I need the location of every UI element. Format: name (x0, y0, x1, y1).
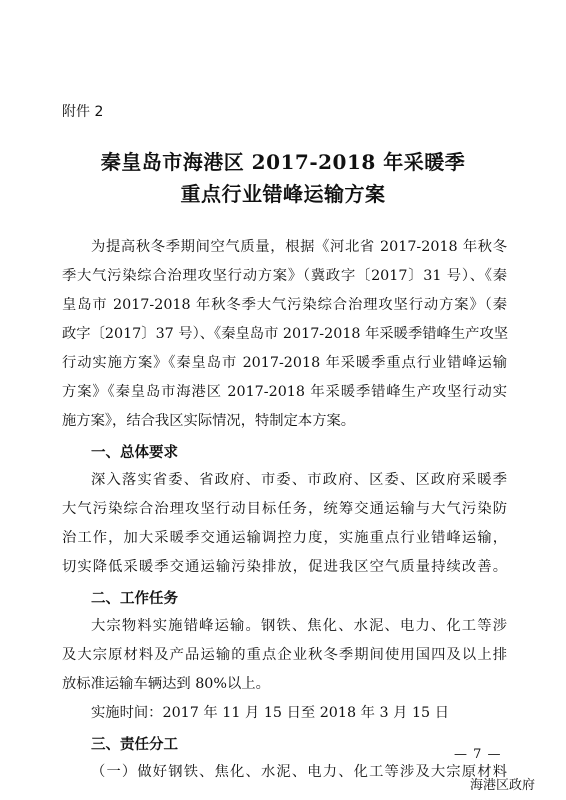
section-heading-general-requirements: 一、总体要求 (91, 445, 178, 461)
section1-line: 切实降低采暖季交通运输污染排放，促进我区空气质量持续改善。 (62, 559, 507, 575)
intro-line: 皇岛市 2017-2018 年秋冬季大气污染综合治理攻坚行动方案》（秦 (62, 297, 507, 313)
section2-line: 大宗物料实施错峰运输。钢铁、焦化、水泥、电力、化工等涉 (91, 618, 507, 634)
intro-line: 方案》《秦皇岛市海港区 2017-2018 年采暖季错峰生产攻坚行动实 (62, 384, 507, 400)
section1-line: 大气污染综合治理攻坚行动目标任务，统筹交通运输与大气污染防 (62, 501, 507, 517)
intro-line: 季大气污染综合治理攻坚行动方案》（冀政字〔2017〕31 号）、《秦 (62, 268, 507, 284)
document-title-line-1: 秦皇岛市海港区 2017-2018 年采暖季 (100, 150, 466, 174)
implementation-time: 实施时间：2017 年 11 月 15 日至 2018 年 3 月 15 日 (91, 705, 449, 721)
section1-line: 治工作，加大采暖季交通运输调控力度，实施重点行业错峰运输， (62, 530, 507, 546)
page-number: — 7 — (454, 747, 502, 762)
intro-line: 行动实施方案》《秦皇岛市 2017-2018 年采暖季重点行业错峰运输 (62, 355, 507, 371)
section-heading-responsibilities: 三、责任分工 (91, 737, 178, 753)
document-title-line-2: 重点行业错峰运输方案 (180, 182, 386, 206)
section1-line: 深入落实省委、省政府、市委、市政府、区委、区政府采暖季 (91, 472, 507, 488)
intro-line: 政字〔2017〕37 号）、《秦皇岛市 2017-2018 年采暖季错峰生产攻坚 (62, 326, 509, 342)
section-heading-work-tasks: 二、工作任务 (91, 591, 178, 607)
attachment-label: 附件 2 (62, 104, 104, 120)
section3-line: （一）做好钢铁、焦化、水泥、电力、化工等涉及大宗原材料 (91, 764, 507, 780)
footer-brand: 海港区政府 (470, 778, 536, 793)
section2-line: 及大宗原材料及产品运输的重点企业秋冬季期间使用国四及以上排 (62, 647, 507, 663)
section2-line: 放标准运输车辆达到 80%以上。 (62, 676, 270, 692)
intro-line: 为提高秋冬季期间空气质量，根据《河北省 2017-2018 年秋冬 (91, 239, 507, 255)
intro-line: 施方案》，结合我区实际情况，特制定本方案。 (62, 413, 356, 429)
